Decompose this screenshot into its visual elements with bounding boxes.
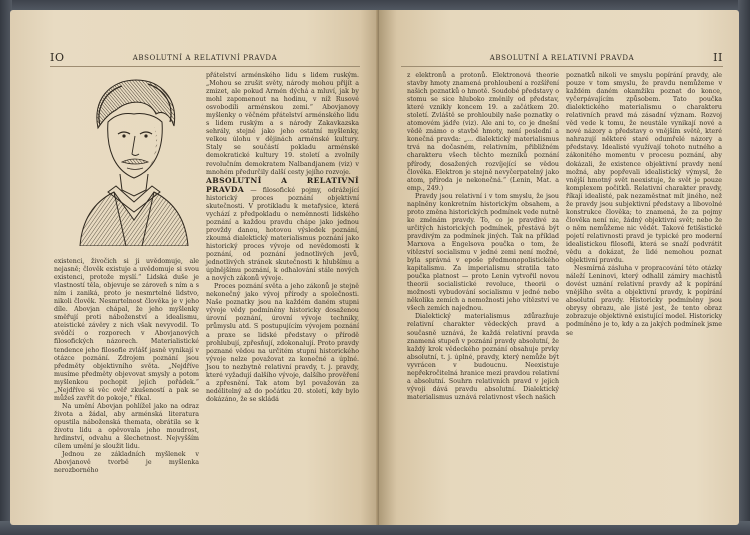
- left-page-column-1: [54, 258, 199, 523]
- book-cover-right-edge: [738, 0, 750, 535]
- paragraph: Proces poznání světa a jeho zákonů je stejně nekonečný jako vývoj přírody a společnosti. Naše poznatky jsou na každém daném stupni vývoje vědy podmíněny historicky dosaženou úrovní poznání, úrovní vývoje techniky, průmyslu atd. S postupujícím vývojem poznání a praxe se lidské představy o přírodě prohlubují, zpřesňují, zdokonalují. Proto pravdy poznané vědou na určitém stupni historického vývoje nelze považovat za konečné a úplné. Jsou to nezbytně relativní pravdy, t. j. pravdy, které vyžadují dalšího vývoje, dalšího prověření a zpřesnění. Tak atom byl považován za nedělitelný až do počátku 20. století, kdy bylo dokázáno, že se skládá: [206, 283, 359, 403]
- left-page-number: IO: [50, 51, 65, 64]
- portrait-engraving: [70, 70, 198, 246]
- paragraph: přátelství arménského lidu s lidem ruským. „Mohou se zrušit světy, národy mohou přijít a zmizet, ale pokud Armén dýchá a mluví, jak by mohl zapomenout na hodinu, v níž Rusové osvobodili arménskou zemi.“ Abovjanovy myšlenky o věčném přátelství arménského lidu s lidem ruským a s národy Zakavkazska sehrály, stejně jako jeho ostatní myšlenky, velkou úlohu v dějinách arménské kultury. Staly se součástí pokladu arménské demokratické kultury 19. století a zvolnily revolučním demokratem Nalbandjanem (viz) v mnohém předurčily další cesty jejího rozvoje.: [206, 72, 359, 176]
- right-page-header: [401, 50, 723, 67]
- paragraph: poznatků nikoli ve smyslu popírání pravdy, ale pouze v tom smyslu, že pravdu nemůžeme v každém daném okamžiku poznat do konce, vyčerpávajícím způsobem. Tato poučka dialektického materialismu o charakteru relativních pravd má zásadní význam. Rozvoj věd vede k tomu, že neustále vynikají nové a nové názory a představy o vnějším světě, které nahrazují některé staré odumřelé názory a představy. Idealisté využívají tohoto nutného a zákonitého momentu v procesu poznání, aby dokázali, že existence objektivní pravdy není možná, aby popřevali idealistický výmysl, že vnější hmotný svět neexistuje, že svět je pouze komplexem počitků. Relativní charakter pravdy, říkají idealisté, pak nezaměstnat mít jiného, než že pravdy jsou subjektivní představy a libovolné konstrukce člověka; to znamená, že za pojmy člověka není nic, žádný objektivní svět; nebo že o něm nemůžeme nic vědět. Takové fetišistické pojetí relativnosti pravd je typické pro moderní idealistickou filosofii, která se snaží podvrátit vědu a dokázat, že lidé nemohou poznat objektivní pravdu.: [566, 72, 722, 265]
- right-page-column-2: [566, 72, 722, 522]
- left-page-header: [50, 50, 360, 67]
- right-running-head: ABSOLUTNÍ A RELATIVNÍ PRAVDA: [489, 54, 635, 62]
- right-page-column-1: [407, 72, 559, 522]
- entry-paragraph: [206, 177, 359, 284]
- paragraph: Na umění Abovjan pohlížel jako na odraz života a žádal, aby arménská literatura opustila náboženská themata, obrátila se k životu lidu a opěvovala jeho moudrost, hrdinství, odvahu a šlechetnost. Nejvyšším cílem umění je sloužit lidu.: [54, 402, 199, 451]
- entry-definition: — filosofické pojmy, odrážející historický proces poznání objektivní skutečnosti. V protikladu k metafysice, která vychází z předpokladu o neměnnosti lidského poznání a každou pravdu chápe jako jednou provždy danou, hotovou výsledek poznání, zkoumá dialektický materialismus poznání jako historický proces vývoje od nevědomosti k poznání, od poznání jednotlivých jevů, jednotlivých stránek skutečnosti k hlubšímu a úplnějšímu poznání, k odhalování stále nových a nových zákonů vývoje.: [206, 186, 359, 283]
- paragraph: Dialektický materialismus zdůrazňuje relativní charakter vědeckých pravd a současně uznává, že každá relativní pravda znamená stupeň v poznání pravdy absolutní, že každý krok vědeckého poznání obsahuje prvky absolutní, t. j. úplné, pravdy, který nemůže být vyvrácen v budoucnu. Neexistuje nepřekročitelná hranice mezi pravdou relativní a absolutní. Souhrn relativních pravd v jejich vývoji dává pravdu absolutní. Dialektický materialismus uznává relativnost všech našich: [407, 313, 559, 401]
- paragraph: z elektronů a protonů. Elektronová theorie stavby hmoty znamená prohloubení a rozšíření našich poznatků o hmotě. Soudobé představy o stomu se sice hluboko změnily od představ, které vznikly koncem 19. a začátkem 20. století. Zvláště se prohloubily naše poznatky o atomovém jádře (viz). Ale ani to, co je dnešní vědě známo o stavbě hmoty, není poslední a konečná pravda: „... dialektický materialismus trvá na dočasném, relativním, přibližném charakteru všech těchto mezníků poznání přírody, dosažených rozvíjející se vědou člověka. Elektron je stejně nevyčerpatelný jako atom, příroda je nekonečná.“ (Lenin, Mat. a emp., 249.): [407, 72, 559, 192]
- paragraph: existenci, živočich si ji uvědomuje, ale nejasně; člověk existuje a uvědomuje si svou existenci, protože myslí.“ Lidská duše je vlastností těla, objevuje se zároveň s ním a s ním i zaniká, proto je nesmrtelné lidstvo, nikoli člověk. Nesmrtelnost člověka je v jeho díle. Abovjan chápal, že jeho myšlenky směřují proti náboženství a idealismu, ateistické závěry z nich však nevyvodil. To svědčí o rozporech v Abovjanových filosofických názorech. Materialistické tendence jeho filosofie zvlášť jasně vynikají v otázce poznání. Zdrojem poznání jsou předměty objektivního světa. „Nejdříve musíme předměty objevovat smysly a potom myšlenkou pochopit jejich pořádek.“ „Nejdříve si věc ověř zkušeností a pak se můžeš zavřít do pokoje,“ říkal.: [54, 258, 199, 402]
- entry-title: ABSOLUTNÍ A RELATIVNÍ PRAVDA: [206, 175, 359, 194]
- paragraph: Nesmírná zásluha v propracování této otázky náleží Leninovi, který odhalil zámiry machistů dovést uznání relativní pravdy až k popírání vnějšího světa a objektivní pravdy, k popírání absolutní pravdy. Historicky podmíněny jsou obrysy obrazu, ale jisté jest, že tento obraz zobrazuje objektivně existující model. Historicky podmíněno je to, kdy a za jakých podmínek jsme se: [566, 265, 722, 337]
- left-running-head: ABSOLUTNÍ A RELATIVNÍ PRAVDA: [132, 54, 278, 62]
- paragraph: Jednou ze základních myšlenek v Abovjanově tvorbě je myšlenka nerozborného: [54, 451, 199, 475]
- left-page-column-2: [206, 72, 359, 522]
- right-page-number: II: [713, 51, 723, 64]
- left-page: [10, 10, 379, 525]
- right-page: [379, 10, 739, 525]
- paragraph: Pravdy jsou relativní i v tom smyslu, že jsou naplněny konkretním historickým obsahem, a proto změna historických podmínek vede nutně ke změnám pravdy. To, co je pravdivé za určitých historických podmínek, přestává být pravdivým za podmínek jiných. Tak na příklad Marxova a Engelsova poučka o tom, že vítězství socialismu v jedné zemi není možné, byla správná v epoše předmonopolistického kapitalismu. Za imperialismu stratila tato poučka platnost — proto Lenin vytvořil novou theorii socialistické revoluce, theorii o možnosti vybudování socialismu v jedné nebo několika zemích a nemožnosti jeho vítězství ve všech zemích najednou.: [407, 192, 560, 313]
